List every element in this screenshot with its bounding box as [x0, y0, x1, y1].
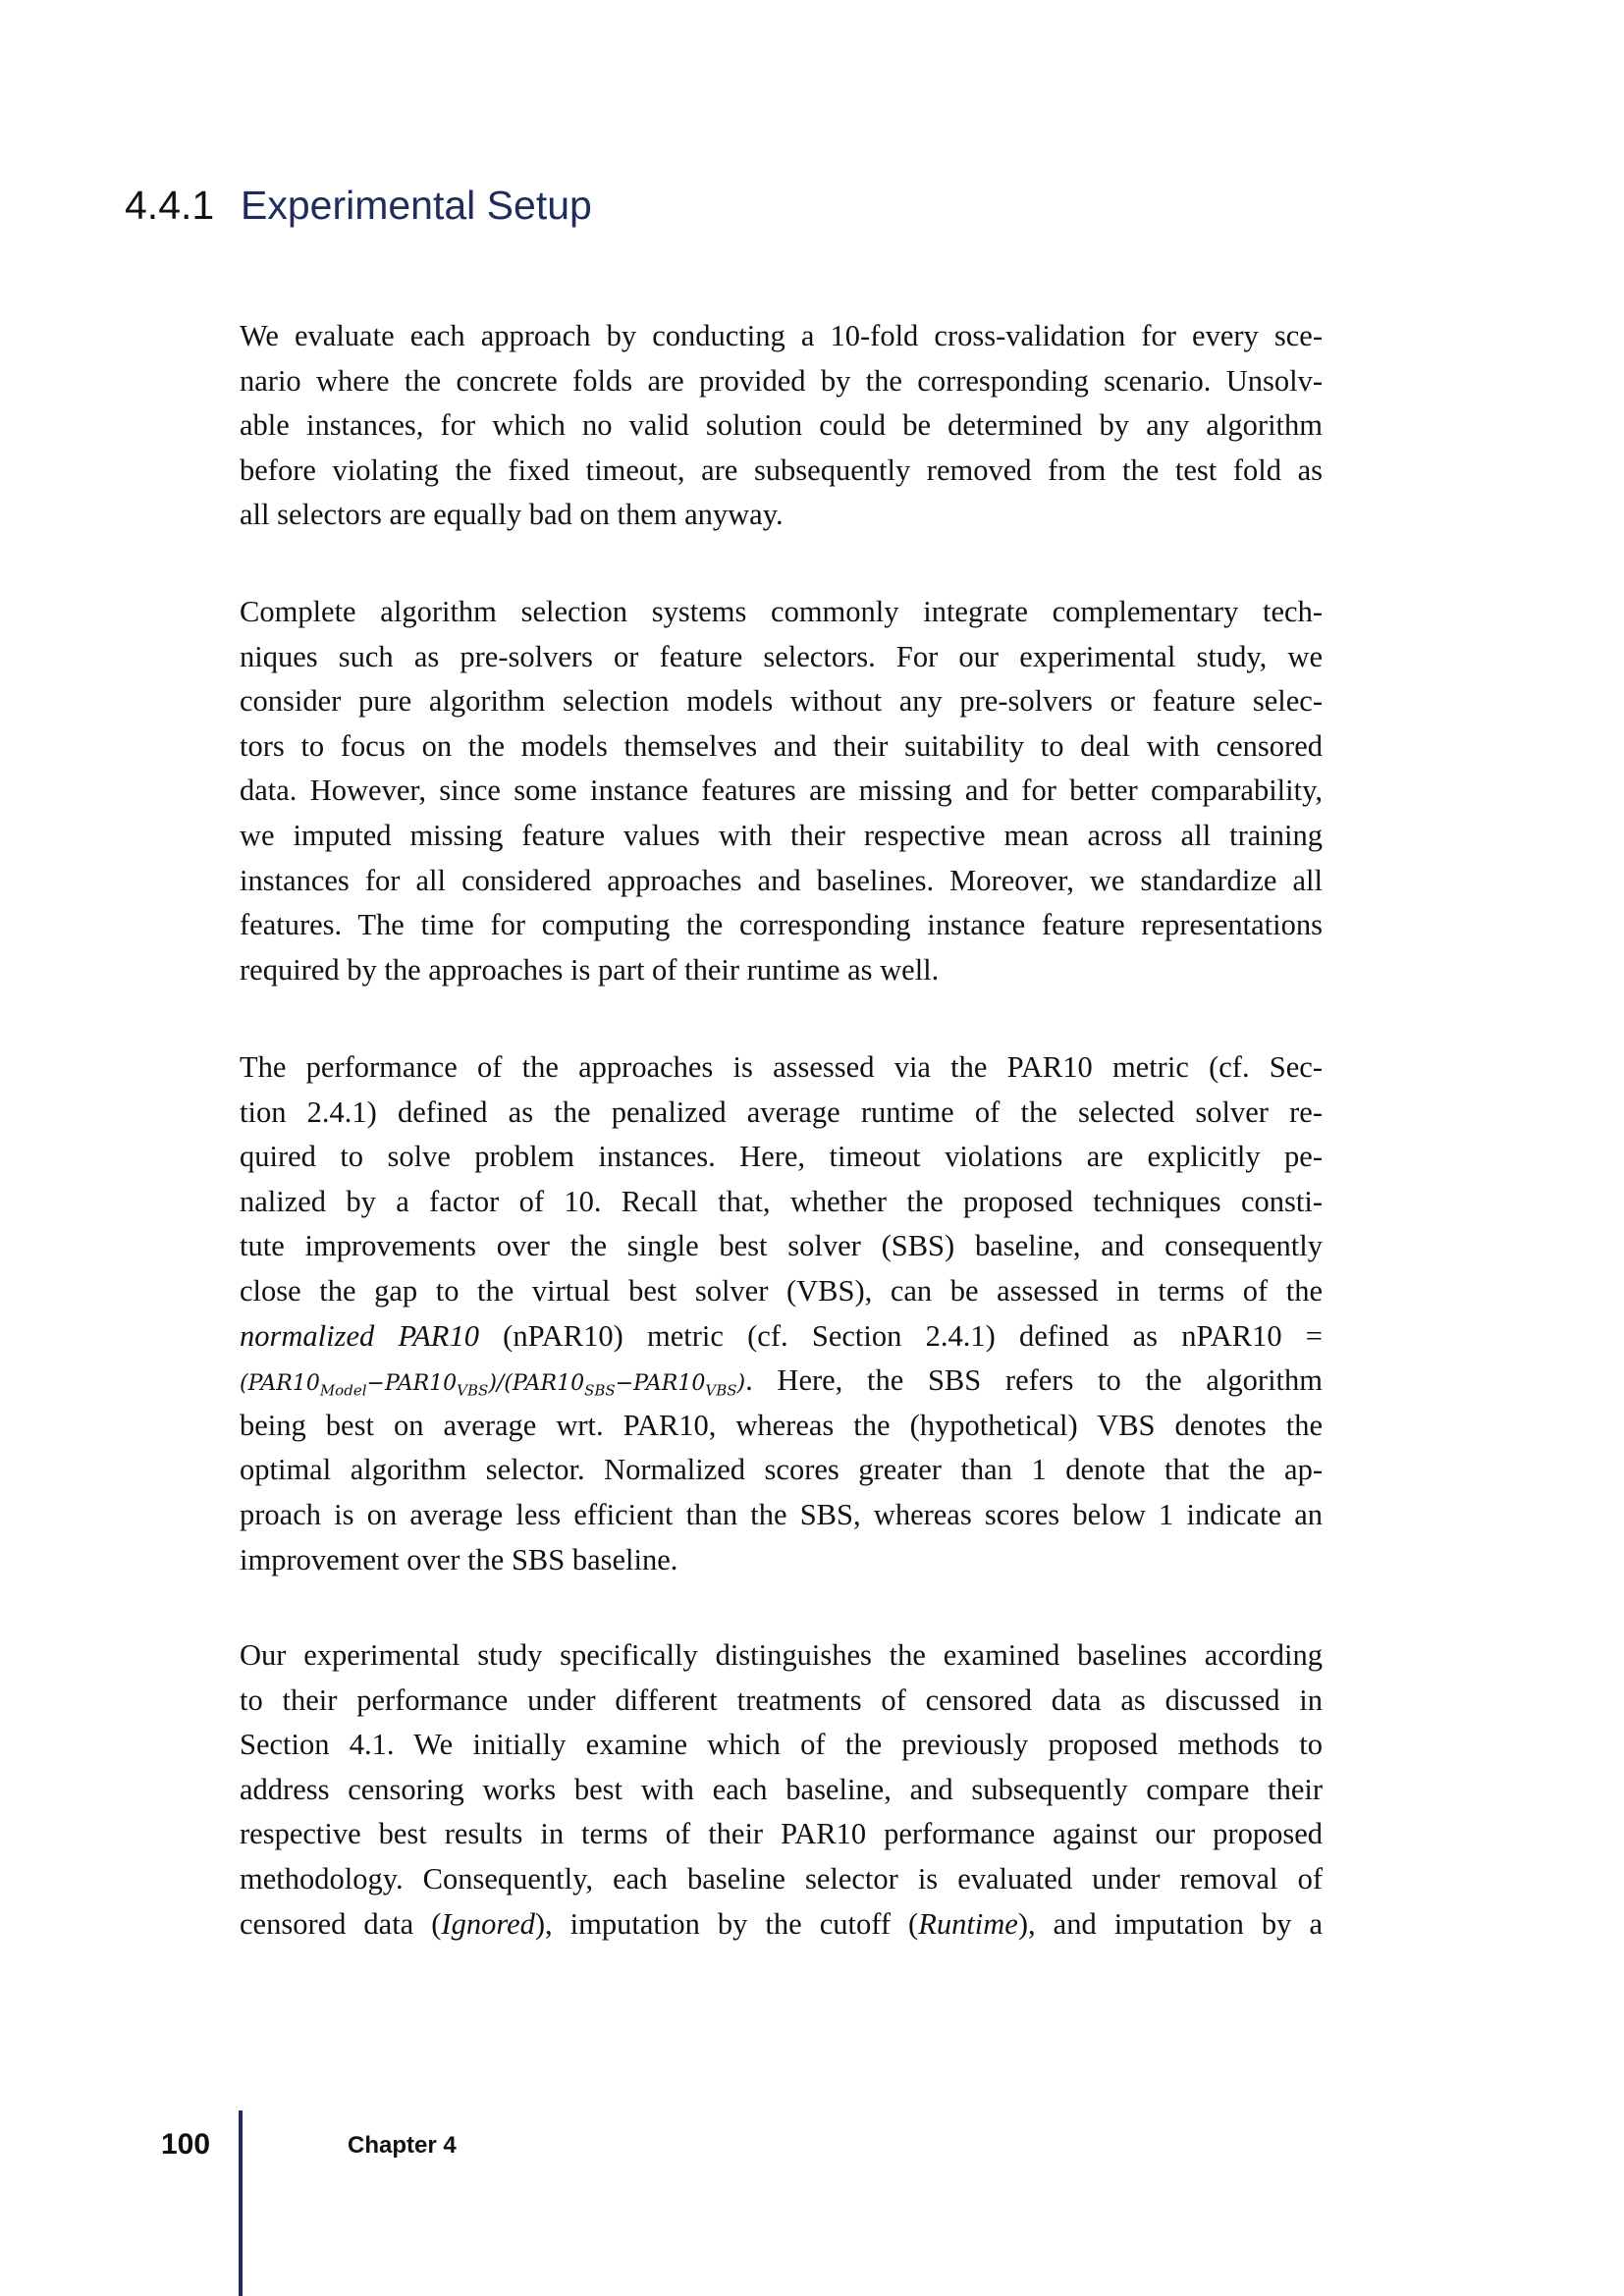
text-line: instances for all considered approaches and baselines. Moreover, we standardize all	[240, 863, 1323, 897]
formula-subscript: Model	[319, 1381, 367, 1400]
text-span: . Here, the SBS refers to the algorithm	[745, 1363, 1323, 1398]
text-span: censored data (	[240, 1906, 442, 1941]
text-line: features. The time for computing the corresponding instance feature representations	[240, 908, 1323, 942]
text-line: consider pure algorithm selection models without any pre-solvers or feature selec-	[240, 684, 1323, 719]
formula-term: PAR10	[633, 1371, 706, 1397]
text-line: methodology. Consequently, each baseline selector is evaluated under removal of	[240, 1861, 1323, 1896]
formula-subscript: VBS	[457, 1381, 489, 1400]
paragraph-4	[240, 1633, 1323, 1947]
text-line: before violating the fixed timeout, are subsequently removed from the test fold as	[240, 453, 1323, 487]
text-line: proach is on average less efficient than the SBS, whereas scores below 1 indicate an	[240, 1497, 1323, 1531]
text-line: tion 2.4.1) defined as the penalized average runtime of the selected solver re-	[240, 1095, 1323, 1129]
chapter-label: Chapter 4	[348, 2132, 457, 2159]
text-line: required by the approaches is part of their runtime as well.	[240, 952, 940, 987]
text-line: Section 4.1. We initially examine which of the previously proposed methods to	[240, 1728, 1323, 1762]
text-line: The performance of the approaches is assessed via the PAR10 metric (cf. Sec-	[240, 1050, 1323, 1084]
text-line: all selectors are equally bad on them anyway.	[240, 498, 784, 532]
paragraph-3	[240, 1045, 1323, 1582]
section-heading	[125, 183, 592, 229]
text-line: quired to solve problem instances. Here, timeout violations are explicitly pe-	[240, 1140, 1323, 1174]
text-line: nalized by a factor of 10. Recall that, whether the proposed techniques consti-	[240, 1184, 1323, 1218]
formula-line	[240, 1359, 1323, 1404]
section-number: 4.4.1	[125, 183, 215, 228]
formula-term: PAR10	[247, 1371, 320, 1397]
text-line: optimal algorithm selector. Normalized scores greater than 1 denote that the ap-	[240, 1453, 1323, 1487]
text-line: respective best results in terms of their PAR10 performance against our proposed	[240, 1817, 1323, 1851]
text-line: improvement over the SBS baseline.	[240, 1542, 678, 1576]
text-line: We evaluate each approach by conducting a 10-fold cross-validation for every sce-	[240, 319, 1323, 352]
text-line: being best on average wrt. PAR10, whereas the (hypothetical) VBS denotes the	[240, 1408, 1323, 1442]
text-line: Our experimental study specifically distinguishes the examined baselines according	[240, 1638, 1323, 1672]
formula-subscript: VBS	[705, 1381, 737, 1400]
text-line	[240, 1902, 1323, 1948]
page-number: 100	[161, 2128, 211, 2161]
text-line: close the gap to the virtual best solver (VBS), can be assessed in terms of the	[240, 1273, 1323, 1308]
text-line: able instances, for which no valid solution could be determined by any algorithm	[240, 408, 1323, 443]
text-line: nario where the concrete folds are provided by the corresponding scenario. Unsolv-	[240, 363, 1323, 398]
text-line: we imputed missing feature values with their respective mean across all training	[240, 818, 1323, 852]
text-line: address censoring works best with each baseline, and subsequently compare their	[240, 1772, 1323, 1806]
text-line: niques such as pre-solvers or feature selectors. For our experimental study, we	[240, 639, 1323, 673]
section-title: Experimental Setup	[241, 183, 592, 228]
text-line: Complete algorithm selection systems commonly integrate complementary tech-	[240, 595, 1323, 628]
emphasis-term: normalized PAR10	[240, 1318, 479, 1353]
text-span: ), and imputation by a	[1017, 1906, 1324, 1941]
emphasis-term: Ignored	[441, 1906, 535, 1941]
emphasis-term: Runtime	[918, 1906, 1018, 1941]
formula-term: PAR10	[384, 1371, 458, 1397]
paragraph-1	[240, 314, 1323, 538]
formula-subscript: SBS	[584, 1381, 616, 1400]
footer-divider	[239, 2110, 243, 2296]
text-line: to their performance under different treatments of censored data as discussed in	[240, 1682, 1323, 1717]
text-line: tors to focus on the models themselves and their suitability to deal with censored	[240, 728, 1323, 763]
text-line: tute improvements over the single best solver (SBS) baseline, and consequently	[240, 1229, 1323, 1263]
paragraph-2	[240, 590, 1323, 992]
text-line	[240, 1314, 1323, 1360]
text-line: data. However, since some instance features are missing and for better comparability,	[240, 774, 1323, 808]
text-span: ), imputation by the cutoff (	[534, 1906, 919, 1941]
formula-term: PAR10	[512, 1371, 585, 1397]
text-span: (nPAR10) metric (cf. Section 2.4.1) defined as nPAR10 =	[478, 1318, 1323, 1353]
npar10-formula: $(PAR10_{Model}-PAR10_{VBS})/(PAR10_{SBS}-PAR10_{VBS})$	[240, 1371, 746, 1400]
